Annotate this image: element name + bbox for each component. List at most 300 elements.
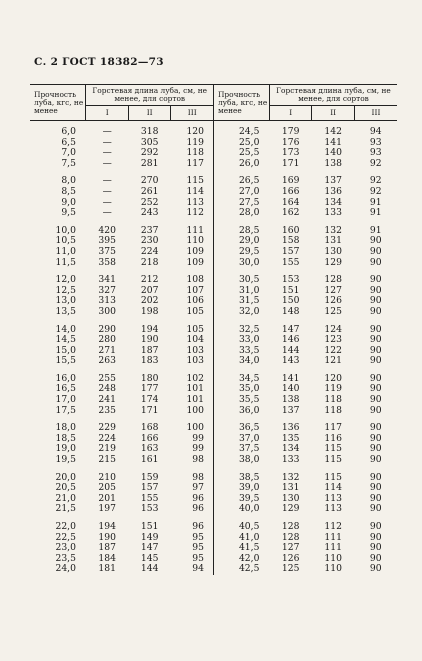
table-row [30,219,397,237]
length-cell: 119 [186,136,204,148]
length-cell: 92 [369,185,382,197]
row-group [30,219,397,268]
length-cell: 127 [324,284,342,296]
length-cell: 130 [324,245,342,257]
length-cell: 198 [140,305,159,317]
length-cell: 140 [281,383,300,395]
strength-length-table [30,84,397,575]
strength-cell: 39,0 [213,483,269,494]
length-cell: 176 [281,136,300,148]
length-cell: 194 [140,323,159,335]
length-cell: 210 [98,471,116,483]
length-cell: 138 [281,394,300,406]
length-cell: 113 [324,503,342,515]
strength-cell: 10,0 [55,224,76,236]
strength-cell: 24,5 [213,121,269,138]
length-cell: 171 [281,157,300,169]
length-cell: — [102,185,112,197]
length-cell: 144 [281,344,300,356]
length-cell: 90 [369,471,382,483]
length-cell: — [102,207,112,219]
strength-cell: 11,5 [55,256,76,268]
length-cell: 215 [98,454,116,466]
length-cell: 187 [98,542,116,554]
length-cell: 136 [281,422,300,434]
table-row [30,335,397,346]
length-cell: 197 [98,503,116,515]
length-cell: 115 [324,471,342,483]
length-cell: 318 [140,126,159,137]
row-group [30,416,397,465]
length-cell: 261 [140,185,159,197]
length-cell: 420 [98,224,116,236]
strength-cell: 17,0 [55,394,76,406]
length-cell: 90 [369,256,382,268]
strength-cell: 21,5 [55,503,76,515]
length-cell: 255 [98,372,116,384]
length-cell: 327 [98,284,116,296]
length-cell: 98 [192,471,204,483]
strength-cell: 30,0 [213,258,269,269]
length-cell: 201 [98,492,116,504]
length-cell: 358 [98,256,116,268]
length-cell: 290 [98,323,116,335]
table-row [30,515,397,533]
length-cell: 140 [324,147,342,159]
length-cell: 108 [186,274,204,286]
length-cell: 95 [192,542,204,554]
length-cell: 137 [324,175,342,187]
length-cell: 168 [140,422,159,434]
strength-cell: 19,0 [55,443,76,455]
table-row [30,466,397,484]
length-cell: 133 [324,207,342,219]
strength-cell: 23,0 [55,542,76,554]
strength-cell: 14,5 [55,334,76,346]
length-cell: 149 [140,531,159,543]
length-cell: 132 [281,471,300,483]
length-cell: 212 [140,274,159,286]
length-cell: 103 [186,355,204,367]
length-cell: 183 [140,355,159,367]
length-cell: 224 [98,432,116,444]
strength-cell: 28,0 [213,208,269,219]
strength-cell: 12,5 [55,284,76,296]
strength-cell: 16,0 [55,372,76,384]
length-cell: 224 [140,245,159,257]
strength-cell: 36,0 [213,406,269,417]
strength-cell: 8,5 [61,185,76,197]
length-cell: 115 [186,175,204,187]
length-cell: 131 [281,482,300,494]
length-cell: — [102,157,112,169]
strength-cell: 40,5 [213,515,269,533]
length-cell: 90 [369,552,382,564]
length-cell: 111 [324,542,342,554]
strength-cell: 17,5 [55,404,76,416]
length-cell: 118 [324,404,342,416]
length-cell: 111 [186,224,204,236]
strength-cell: 7,5 [61,157,76,169]
length-cell: 90 [369,482,382,494]
length-cell: 95 [192,531,204,543]
strength-header-right: Прочность луба, кгс, не менее [213,85,269,121]
grade-header: III [171,106,214,121]
length-cell: 180 [140,372,159,384]
length-cell: 126 [281,552,300,564]
table-row [30,169,397,187]
length-cell: 103 [186,344,204,356]
length-cell: 155 [281,256,300,268]
strength-cell: 11,0 [55,245,76,257]
length-cell: 125 [324,305,342,317]
strength-cell: 19,5 [55,454,76,466]
length-cell: 162 [281,207,300,219]
length-cell: 158 [281,235,300,247]
length-cell: 177 [140,383,159,395]
length-cell: 96 [192,492,204,504]
length-cell: — [102,175,112,187]
length-cell: 395 [98,235,116,247]
length-cell: 112 [324,521,342,532]
length-cell: 151 [281,284,300,296]
length-cell: 134 [324,196,342,208]
length-cell: 230 [140,235,159,247]
length-cell: 280 [98,334,116,346]
strength-cell: 41,0 [213,533,269,544]
length-cell: 105 [186,305,204,317]
length-cell: 122 [324,344,342,356]
row-group [30,121,397,170]
length-cell: 90 [369,531,382,543]
length-cell: 137 [281,404,300,416]
length-cell: 90 [369,542,382,554]
strength-cell: 29,0 [213,236,269,247]
strength-cell: 13,0 [55,295,76,307]
length-cell: 125 [281,563,300,575]
length-cell: 93 [369,136,382,148]
length-cell: 160 [281,224,300,236]
length-cell: 112 [186,207,204,219]
strength-cell: 26,5 [213,169,269,187]
length-cell: 179 [281,126,300,137]
length-cell: 90 [369,503,382,515]
strength-cell: 36,5 [213,416,269,434]
strength-cell: 37,0 [213,434,269,445]
length-cell: 96 [192,521,204,532]
length-cell: 94 [369,126,382,137]
strength-cell: 18,5 [55,432,76,444]
length-cell: 127 [281,542,300,554]
length-cell: 173 [281,147,300,159]
strength-cell: 27,0 [213,187,269,198]
length-cell: 207 [140,284,159,296]
length-cell: 252 [140,196,159,208]
length-cell: 118 [186,147,204,159]
length-cell: 129 [324,256,342,268]
length-cell: 135 [281,432,300,444]
strength-cell: 38,5 [213,466,269,484]
strength-cell: 18,0 [55,422,76,434]
length-cell: 110 [324,552,342,564]
length-cell: 138 [324,157,342,169]
strength-cell: 13,5 [55,305,76,317]
length-cell: 115 [324,443,342,455]
strength-cell: 15,5 [55,355,76,367]
length-cell: 241 [98,394,116,406]
strength-cell: 31,0 [213,286,269,297]
table-row [30,367,397,385]
table-row [30,159,397,170]
length-cell: 202 [140,295,159,307]
length-cell: 92 [369,175,382,187]
strength-cell: 24,0 [55,563,76,575]
length-cell: 102 [186,372,204,384]
length-cell: 153 [140,503,159,515]
length-cell: 248 [98,383,116,395]
strength-cell: 26,0 [213,159,269,170]
strength-cell: 25,0 [213,138,269,149]
length-cell: 128 [281,531,300,543]
strength-cell: 14,0 [55,323,76,335]
row-group [30,268,397,317]
length-cell: 120 [324,372,342,384]
length-cell: 157 [281,245,300,257]
table-row [30,247,397,258]
strength-cell: 20,5 [55,482,76,494]
length-cell: 123 [324,334,342,346]
length-cell: — [102,126,112,137]
table-row [30,208,397,219]
length-cell: 90 [369,394,382,406]
length-cell: 94 [192,563,204,575]
length-cell: 98 [192,454,204,466]
length-cell: 141 [281,372,300,384]
length-cell: 157 [140,482,159,494]
strength-cell: 28,5 [213,219,269,237]
length-cell: 90 [369,245,382,257]
length-cell: 166 [140,432,159,444]
length-cell: 151 [140,521,159,532]
length-cell: 124 [324,323,342,335]
length-cell: 90 [369,432,382,444]
strength-cell: 35,5 [213,395,269,406]
strength-cell: 33,0 [213,335,269,346]
strength-cell: 30,5 [213,268,269,286]
length-cell: 153 [281,274,300,286]
strength-cell: 42,5 [213,564,269,575]
length-cell: — [102,147,112,159]
length-cell: 155 [140,492,159,504]
strength-cell: 7,0 [61,147,76,159]
length-cell: 375 [98,245,116,257]
strength-cell: 39,5 [213,494,269,505]
length-cell: 166 [281,185,300,197]
length-cell: 113 [324,492,342,504]
length-cell: 161 [140,454,159,466]
row-group [30,169,397,218]
length-cell: 128 [281,521,300,532]
length-cell: 104 [186,334,204,346]
row-group [30,318,397,367]
length-cell: 129 [281,503,300,515]
length-cell: 205 [98,482,116,494]
length-cell: 90 [369,422,382,434]
length-cell: 150 [281,295,300,307]
length-cell: 121 [324,355,342,367]
length-header-left: Горстевая длина луба, см, не менее, для сортов [86,85,214,106]
table-row [30,346,397,357]
table-row [30,406,397,417]
length-cell: 115 [324,454,342,466]
length-cell: 97 [192,482,204,494]
length-cell: 90 [369,305,382,317]
table-row [30,307,397,318]
length-cell: 100 [186,422,204,434]
length-cell: 111 [324,531,342,543]
strength-cell: 32,5 [213,318,269,336]
length-cell: 128 [324,274,342,286]
length-cell: 144 [140,563,159,575]
length-cell: 120 [186,126,204,137]
table-row [30,356,397,367]
length-cell: 117 [324,422,342,434]
strength-cell: 16,5 [55,383,76,395]
length-cell: 110 [324,563,342,575]
grade-header: I [269,106,312,121]
strength-cell: 6,5 [61,136,76,148]
length-cell: 96 [192,503,204,515]
length-cell: 90 [369,521,382,532]
row-group [30,466,397,515]
length-cell: 130 [281,492,300,504]
length-cell: 90 [369,383,382,395]
strength-cell: 9,5 [61,207,76,219]
length-cell: 90 [369,372,382,384]
strength-cell: 15,0 [55,344,76,356]
length-cell: 237 [140,224,159,236]
length-cell: 90 [369,295,382,307]
row-group [30,367,397,416]
strength-cell: 34,0 [213,356,269,367]
length-cell: 91 [369,207,382,219]
length-cell: 109 [186,245,204,257]
strength-cell: 34,5 [213,367,269,385]
table-row [30,455,397,466]
grade-header: III [354,106,397,121]
length-cell: 90 [369,404,382,416]
table-row [30,268,397,286]
length-cell: 174 [140,394,159,406]
length-cell: 116 [324,432,342,444]
table-row [30,318,397,336]
length-cell: 90 [369,274,382,286]
table-row [30,533,397,544]
length-cell: 91 [369,196,382,208]
length-cell: 270 [140,175,159,187]
length-cell: 300 [98,305,116,317]
length-cell: 145 [140,552,159,564]
length-cell: 171 [140,404,159,416]
length-cell: 118 [324,394,342,406]
length-cell: 181 [98,563,116,575]
strength-cell: 22,5 [55,531,76,543]
length-cell: 148 [281,305,300,317]
length-cell: 263 [98,355,116,367]
table-row [30,258,397,269]
length-cell: 90 [369,284,382,296]
length-cell: 106 [186,295,204,307]
length-cell: 142 [324,126,342,137]
strength-cell: 21,0 [55,492,76,504]
strength-cell: 22,0 [55,521,76,532]
grade-header: II [312,106,355,121]
length-cell: — [102,196,112,208]
length-cell: 146 [281,334,300,346]
table-row [30,187,397,198]
strength-cell: 41,5 [213,543,269,554]
length-cell: 218 [140,256,159,268]
row-group [30,515,397,575]
length-cell: 313 [98,295,116,307]
length-cell: 219 [98,443,116,455]
length-cell: 105 [186,323,204,335]
length-cell: 147 [281,323,300,335]
length-cell: 164 [281,196,300,208]
length-cell: 194 [98,521,116,532]
strength-cell: 40,0 [213,504,269,515]
length-cell: 113 [186,196,204,208]
length-cell: 99 [192,432,204,444]
length-cell: 132 [324,224,342,236]
table-row [30,504,397,515]
length-cell: 190 [140,334,159,346]
length-cell: 184 [98,552,116,564]
length-cell: 90 [369,443,382,455]
length-cell: 90 [369,563,382,575]
length-cell: 126 [324,295,342,307]
length-cell: 99 [192,443,204,455]
length-cell: 271 [98,344,116,356]
length-cell: 90 [369,334,382,346]
length-cell: 90 [369,492,382,504]
length-cell: 100 [186,404,204,416]
strength-cell: 31,5 [213,296,269,307]
strength-cell: 10,5 [55,235,76,247]
length-cell: 90 [369,355,382,367]
strength-cell: 38,0 [213,455,269,466]
length-cell: 159 [140,471,159,483]
table-header-row [30,85,397,106]
length-cell: 110 [186,235,204,247]
length-cell: 91 [369,224,382,236]
grade-header: I [86,106,129,121]
strength-cell: 32,0 [213,307,269,318]
table-row [30,564,397,575]
table-row [30,121,397,138]
strength-cell: 42,0 [213,554,269,565]
length-cell: 229 [98,422,116,434]
length-cell: 187 [140,344,159,356]
table-row [30,416,397,434]
length-cell: 101 [186,383,204,395]
strength-cell: 12,0 [55,274,76,286]
length-cell: 109 [186,256,204,268]
length-cell: 114 [324,482,342,494]
strength-cell: 37,5 [213,444,269,455]
strength-cell: 33,5 [213,346,269,357]
strength-cell: 23,5 [55,552,76,564]
